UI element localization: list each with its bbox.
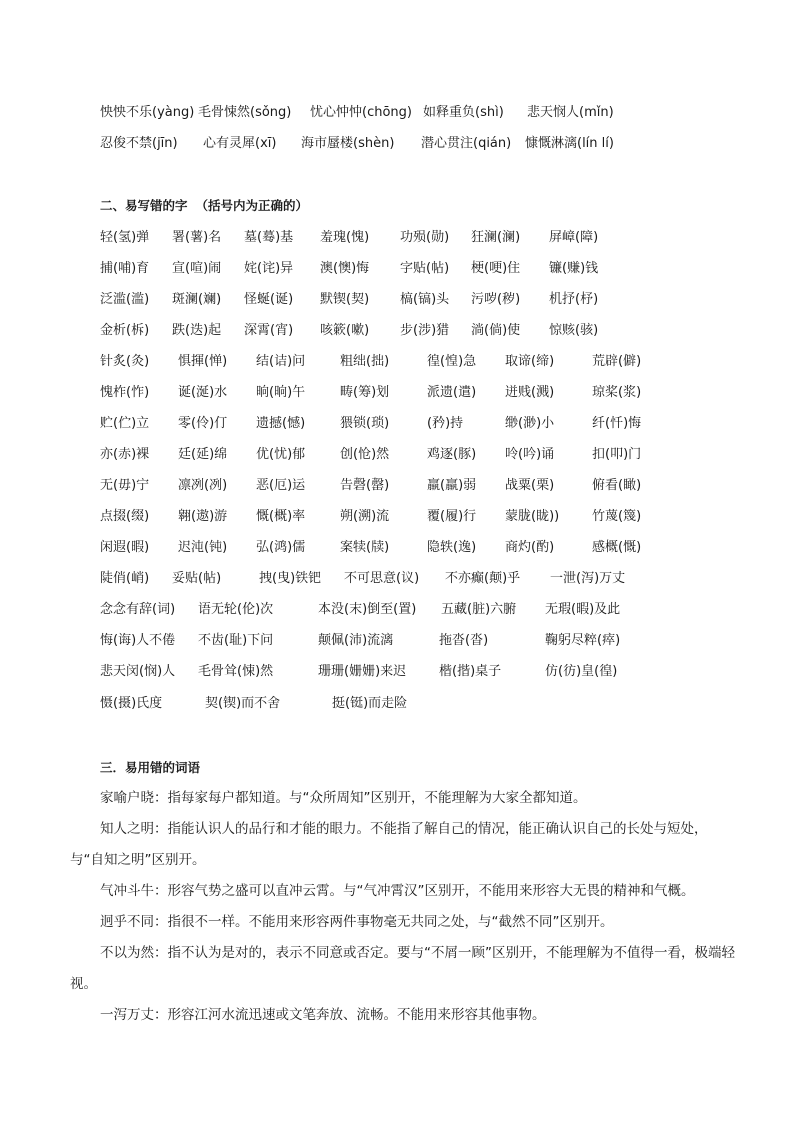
- typo-item: 妥贴(帖): [172, 571, 222, 586]
- typo-item: 深霄(宵): [244, 323, 294, 338]
- typo-item: 仿(彷)皇(徨): [545, 664, 618, 679]
- typo-item: 挺(铤)而走险: [332, 696, 408, 711]
- typo-item: 迟沌(钝): [178, 540, 228, 555]
- typo-item: 扣(叩)门: [592, 447, 642, 462]
- typo-item: 俯看(瞰): [592, 478, 642, 493]
- typo-item: 不亦癫(颠)乎: [445, 571, 521, 586]
- typo-item: 默锲(契): [320, 292, 370, 307]
- typo-item: 惧揮(惮): [178, 354, 228, 369]
- typo-item: 徨(惶)急: [427, 354, 477, 369]
- typo-item: 取谛(缔): [505, 354, 555, 369]
- typo-item: 鞠躬尽粹(瘁): [545, 633, 621, 648]
- typo-item: 姹(诧)异: [244, 261, 294, 276]
- typo-item: 署(薯)名: [172, 230, 222, 245]
- typo-row: [0, 381, 794, 405]
- pronunciation-item: 潜心贯注(qián): [421, 136, 512, 151]
- typo-item: 优(忧)郁: [256, 447, 306, 462]
- typo-item: 惊赅(骇): [549, 323, 599, 338]
- typo-item: 本没(末)倒至(置): [318, 602, 417, 617]
- typo-item: 悔(诲)人不倦: [100, 633, 176, 648]
- typo-row: [0, 474, 794, 498]
- typo-item: 淌(倘)使: [471, 323, 521, 338]
- pronunciation-item: 忍俊不禁(jīn): [100, 136, 178, 151]
- word-explanation: 一泻万丈：形容江河水流迅速或文笔奔放、流畅。不能用来形容其他事物。: [100, 1007, 546, 1023]
- typo-item: 零(伶)仃: [178, 416, 228, 431]
- typo-item: 蒙胧(眬)): [505, 509, 560, 524]
- section-note: （括号内为正确的）: [195, 198, 309, 213]
- typo-item: 怪蜒(诞): [244, 292, 294, 307]
- typo-item: 点掇(缀): [100, 509, 150, 524]
- pronunciation-row: [0, 132, 794, 156]
- typo-item: 毛骨耸(悚)然: [198, 664, 274, 679]
- typo-item: 鸡逐(豚): [427, 447, 477, 462]
- typo-item: 告磬(罄): [340, 478, 390, 493]
- typo-item: 覆(履)行: [427, 509, 477, 524]
- typo-item: 槁(镐)头: [400, 292, 450, 307]
- pronunciation-item: 海市蜃楼(shèn): [301, 136, 395, 151]
- typo-item: 结(诘)问: [256, 354, 306, 369]
- word-explanation: 迥乎不同：指很不一样。不能用来形容两件事物毫无共同之处，与“截然不同”区别开。: [100, 914, 614, 930]
- typo-item: 狂澜(澜): [471, 230, 521, 245]
- typo-item: 商灼(酌): [505, 540, 555, 555]
- typo-item: 针炙(灸): [100, 354, 150, 369]
- typo-item: 琼桨(浆): [592, 385, 642, 400]
- section-title: 三．易用错的词语: [100, 760, 201, 775]
- pronunciation-item: 悲天悯人(mǐn): [527, 105, 614, 120]
- word-explanation: 家喻户晓：指每家每户都知道。与“众所周知”区别开，不能理解为大家全都知道。: [100, 790, 587, 806]
- typo-row: [0, 505, 794, 529]
- typo-item: 污哕(秽): [471, 292, 521, 307]
- typo-item: 创(怆)然: [340, 447, 390, 462]
- typo-row: [0, 319, 794, 343]
- typo-row: [0, 567, 794, 591]
- typo-item: 墓(蓦)基: [244, 230, 294, 245]
- typo-item: 轻(氢)弹: [100, 230, 150, 245]
- typo-item: 咳簌(嗽): [320, 323, 370, 338]
- typo-item: 闲遐(暇): [100, 540, 150, 555]
- typo-row: [0, 629, 794, 653]
- word-explanation: 不以为然：指不认为是对的，表示不同意或否定。要与“不屑一顾”区别开，不能理解为不值得一看，极端轻视。: [70, 945, 735, 992]
- typo-item: 晌(晌)午: [256, 385, 306, 400]
- typo-item: 五藏(脏)六腑: [441, 602, 517, 617]
- typo-item: 捕(哺)育: [100, 261, 150, 276]
- typo-row: [0, 350, 794, 374]
- typo-item: 契(锲)而不舍: [205, 696, 281, 711]
- typo-item: 纤(忏)悔: [592, 416, 642, 431]
- typo-item: 跌(迭)起: [172, 323, 222, 338]
- typo-item: 恶(厄)运: [256, 478, 306, 493]
- typo-row: [0, 443, 794, 467]
- section-title: 二、易写错的字: [100, 198, 188, 213]
- typo-item: 陡俏(峭): [100, 571, 150, 586]
- pronunciation-item: 如释重负(shì): [423, 105, 504, 120]
- typo-row: [0, 288, 794, 312]
- word-explanation: 气冲斗牛：形容气势之盛可以直冲云霄。与“气冲霄汉”区别开，不能用来形容大无畏的精神和气概。: [100, 883, 695, 899]
- typo-item: 竹蔑(篾): [592, 509, 642, 524]
- typo-item: 遗撼(憾): [256, 416, 306, 431]
- typo-item: 悲天闵(悯)人: [100, 664, 176, 679]
- typo-item: 泛滥(滥): [100, 292, 150, 307]
- typo-item: 羞瑰(愧): [320, 230, 370, 245]
- pronunciation-item: 怏怏不乐(yàng): [100, 105, 195, 120]
- typo-item: 呤(吟)诵: [505, 447, 555, 462]
- typo-item: 贮(伫)立: [100, 416, 150, 431]
- typo-item: 念念有辞(词): [100, 602, 176, 617]
- typo-item: 一泄(泻)万丈: [550, 571, 626, 586]
- typo-item: 机抒(杼): [549, 292, 599, 307]
- typo-item: 步(涉)猎: [400, 323, 450, 338]
- typo-item: 慨(概)率: [256, 509, 306, 524]
- typo-item: 廷(延)绵: [178, 447, 228, 462]
- typo-item: 功殒(勋): [400, 230, 450, 245]
- typo-item: 楷(揩)桌子: [439, 664, 502, 679]
- pronunciation-item: 慷慨淋漓(lín lí): [525, 136, 614, 151]
- typo-item: 迸贱(溅): [505, 385, 555, 400]
- pronunciation-item: 忧心忡忡(chōng): [310, 105, 412, 120]
- typo-row: [0, 536, 794, 560]
- typo-item: 梗(哽)住: [471, 261, 521, 276]
- typo-item: 金析(柝): [100, 323, 150, 338]
- typo-item: 案犊(牍): [340, 540, 390, 555]
- pronunciation-item: 心有灵犀(xī): [203, 136, 277, 151]
- typo-item: 猥锁(琐): [340, 416, 390, 431]
- typo-item: 派遗(遣): [427, 385, 477, 400]
- typo-item: 无(毋)宁: [100, 478, 150, 493]
- typo-item: 畴(筹)划: [340, 385, 390, 400]
- typo-item: 不可思意(议): [344, 571, 420, 586]
- typo-item: 朔(溯)流: [340, 509, 390, 524]
- typo-item: 愧柞(怍): [100, 385, 150, 400]
- typo-row: [0, 660, 794, 684]
- typo-row: [0, 257, 794, 281]
- typo-item: 斑澜(斓): [172, 292, 222, 307]
- typo-item: 粗绌(拙): [340, 354, 390, 369]
- typo-item: 拖沓(沓): [439, 633, 489, 648]
- typo-row: [0, 692, 794, 716]
- typo-item: 无瑕(暇)及此: [545, 602, 621, 617]
- typo-item: 珊珊(姗姗)来迟: [318, 664, 407, 679]
- typo-item: 字贴(帖): [400, 261, 450, 276]
- typo-item: 不齿(耻)下问: [198, 633, 274, 648]
- typo-row: [0, 226, 794, 250]
- typo-item: 拽(曳)铁钯: [259, 571, 322, 586]
- typo-item: 荒辟(僻): [592, 354, 642, 369]
- word-explanation: 知人之明：指能认识人的品行和才能的眼力。不能指了解自己的情况，能正确认识自己的长处与短处，与“自知之明”区别开。: [70, 821, 708, 868]
- typo-item: 凛冽(冽): [178, 478, 228, 493]
- typo-item: 战粟(栗): [505, 478, 555, 493]
- typo-item: 隐轶(逸): [427, 540, 477, 555]
- typo-item: 镰(赚)钱: [549, 261, 599, 276]
- pronunciation-item: 毛骨悚然(sǒng): [198, 105, 292, 120]
- typo-item: 屏嶂(障): [549, 230, 599, 245]
- typo-item: 宣(喧)闹: [172, 261, 222, 276]
- typo-item: 诞(涎)水: [178, 385, 228, 400]
- typo-item: 弘(鸿)儒: [256, 540, 306, 555]
- pronunciation-row: [0, 101, 794, 125]
- typo-row: [0, 598, 794, 622]
- typo-item: 翱(遨)游: [178, 509, 228, 524]
- typo-item: 澳(懊)悔: [320, 261, 370, 276]
- typo-item: 慑(摄)氏度: [100, 696, 163, 711]
- typo-item: 语无轮(伦)次: [198, 602, 274, 617]
- typo-item: 感概(慨): [592, 540, 642, 555]
- typo-item: 颠佩(沛)流漓: [318, 633, 394, 648]
- section-heading-misused-words: [100, 757, 200, 779]
- typo-item: 羸(羸)弱: [427, 478, 477, 493]
- section-heading-typos: [100, 195, 308, 217]
- typo-item: (矜)持: [427, 416, 464, 431]
- typo-item: 亦(赤)裸: [100, 447, 150, 462]
- typo-row: [0, 412, 794, 436]
- typo-item: 缈(渺)小: [505, 416, 555, 431]
